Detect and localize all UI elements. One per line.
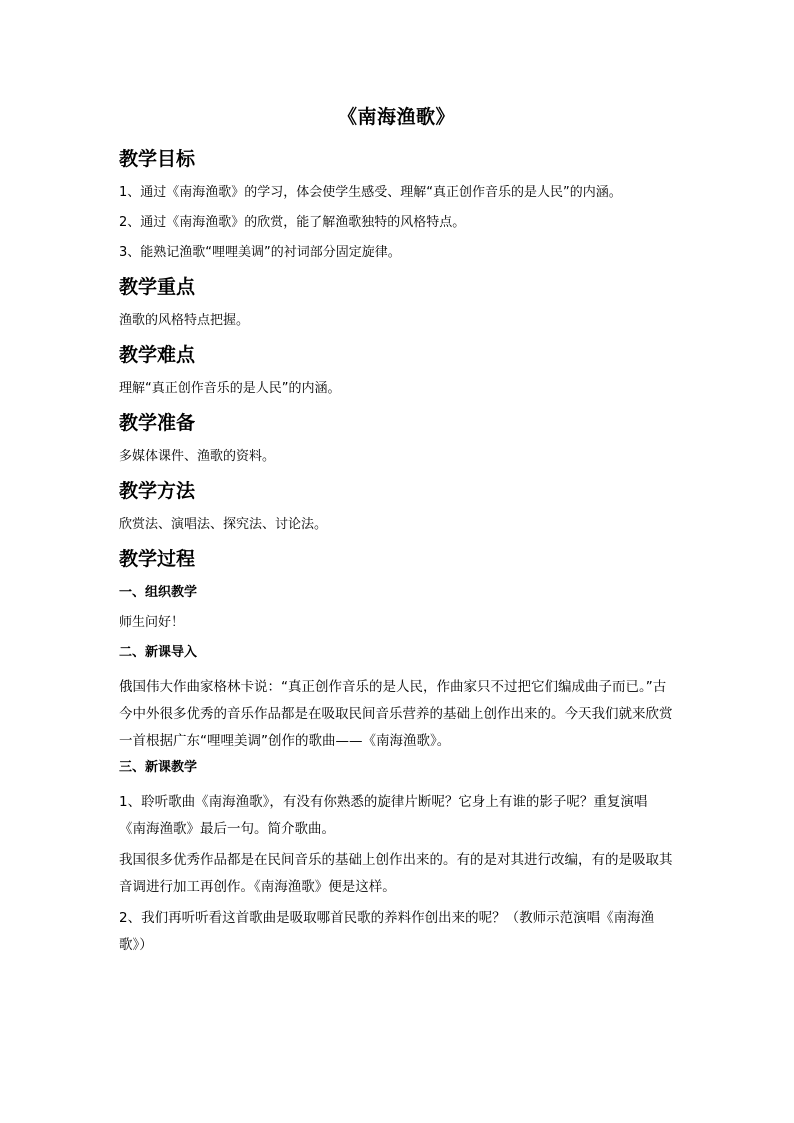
document-title: 《南海渔歌》 <box>337 106 455 128</box>
process-step-3-para-2: 我国很多优秀作品都是在民间音乐的基础上创作出来的。有的是对其进行改编，有的是吸取其音调进行加工再创作。《南海渔歌》便是这样。 <box>119 852 673 895</box>
heading-key-points: 教学重点 <box>119 276 196 298</box>
process-step-2-text: 俄国伟大作曲家格林卡说：“真正创作音乐的是人民，作曲家只不过把它们编成曲子而已。”古今中外很多优秀的音乐作品都是在吸取民间音乐营养的基础上创作出来的。今天我们就来欣赏一首根据广东“哩哩美调”创作的歌曲——《南海渔歌》。 <box>119 679 673 749</box>
process-step-3-para-3: 2、我们再听听看这首歌曲是吸取哪首民歌的养料作创出来的呢？（教师示范演唱《南海渔歌》） <box>119 910 655 953</box>
heading-objectives: 教学目标 <box>119 148 196 170</box>
objective-item-3: 3、能熟记渔歌“哩哩美调”的衬词部分固定旋律。 <box>119 245 401 260</box>
heading-difficulties: 教学难点 <box>119 344 196 366</box>
objective-item-2: 2、通过《南海渔歌》的欣赏，能了解渔歌独特的风格特点。 <box>119 215 466 230</box>
objective-item-1: 1、通过《南海渔歌》的学习，体会使学生感受、理解“真正创作音乐的是人民”的内涵。 <box>119 185 622 200</box>
process-step-1-title: 一、组织教学 <box>119 585 198 600</box>
preparation-text: 多媒体课件、渔歌的资料。 <box>119 449 276 464</box>
heading-preparation: 教学准备 <box>119 412 196 434</box>
process-step-1-text: 师生问好！ <box>119 615 185 630</box>
process-step-2-title: 二、新课导入 <box>119 645 198 660</box>
methods-text: 欣赏法、演唱法、探究法、讨论法。 <box>119 517 328 532</box>
process-step-3-title: 三、新课教学 <box>119 760 198 775</box>
heading-process: 教学过程 <box>119 548 196 570</box>
difficulties-text: 理解“真正创作音乐的是人民”的内涵。 <box>119 381 341 396</box>
heading-methods: 教学方法 <box>119 480 196 502</box>
process-step-3-para-1: 1、聆听歌曲《南海渔歌》，有没有你熟悉的旋律片断呢？它身上有谁的影子呢？重复演唱《南海渔歌》最后一句。简介歌曲。 <box>119 794 648 837</box>
key-points-text: 渔歌的风格特点把握。 <box>119 313 250 328</box>
